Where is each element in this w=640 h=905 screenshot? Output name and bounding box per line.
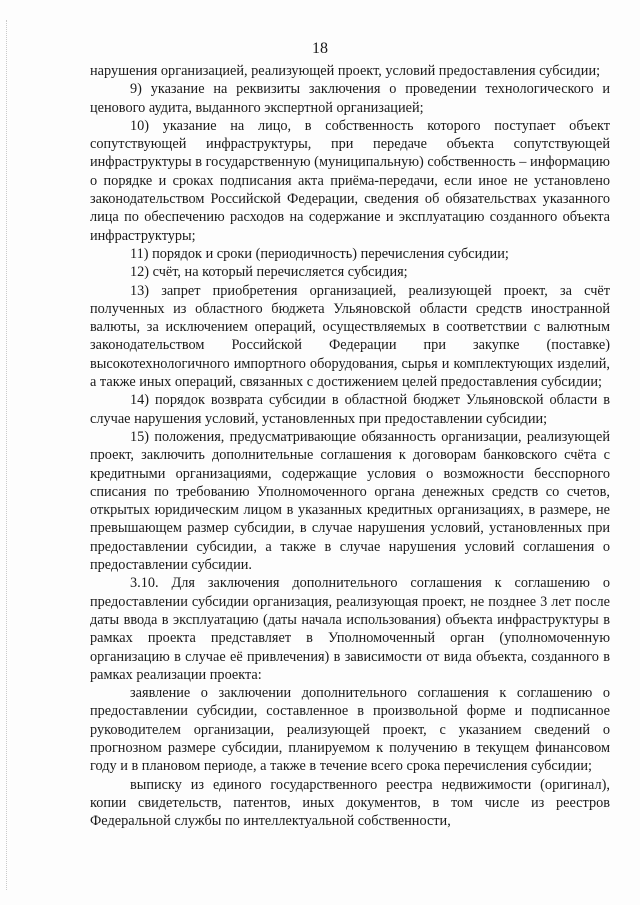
paragraph-item-11: 11) порядок и сроки (периодичность) перечисления субсидии; [130, 245, 509, 262]
paragraph-section-3-10: 3.10. Для заключения дополнительного соглашения к соглашению о предоставлении субсидии организация, реализующая проект, не позднее 3 лет после даты ввода в эксплуатацию (даты начала использования) объекта инфраструктуры в рамках проекта представляет в Уполномоченный орган (уполномоченную организацию в случае её привлечения) в зависимости от вида объекта, созданного в рамках реализации проекта: [90, 575, 610, 683]
scan-margin-dots [6, 20, 8, 890]
paragraph-item-9: 9) указание на реквизиты заключения о проведении технологического и ценового аудита, выданного экспертной организацией; [90, 81, 610, 116]
paragraph-application: заявление о заключении дополнительного соглашения к соглашению о предоставлении субсидии, составленное в произвольной форме и подписанное руководителем организации, реализующей проект, с указанием сведений о прогнозном размере субсидии, планируемом к получению в текущем финансовом году и в плановом периоде, а также в течение всего срока перечисления субсидии; [90, 685, 610, 775]
paragraph-continuation: нарушения организацией, реализующей проект, условий предоставления субсидии; [90, 63, 601, 79]
page-number: 18 [312, 40, 328, 57]
paragraph-item-10: 10) указание на лицо, в собственность которого поступает объект сопутствующей инфраструктуры, при передаче объекта сопутствующей инфраструктуры в государственную (муниципальную) собственность – информацию о порядке и сроках подписания акта приёма-передачи, если иное не установлено законодательством Российской Федерации, сведения об обязательствах указанного лица по обеспечению расходов на содержание и эксплуатацию созданного объекта инфраструктуры; [90, 117, 610, 244]
paragraph-item-12: 12) счёт, на который перечисляется субсидия; [130, 264, 408, 281]
paragraph-item-15: 15) положения, предусматривающие обязанность организации, реализующей проект, заключить дополнительные соглашения к договорам банковского счёта с кредитными организациями, содержащие условия о возможности бесспорного списания по требованию Уполномоченного органа денежных средств со счетов, открытых юридическим лицом в указанных кредитных организациях, в размере, не превышающем размер субсидии, в случае нарушения условий, установленных при предоставлении субсидии, а также в случае нарушения условий соглашения о предоставлении субсидии. [90, 428, 610, 574]
paragraph-item-14: 14) порядок возврата субсидии в областной бюджет Ульяновской области в случае нарушения условий, установленных при предоставлении субсидии; [90, 392, 610, 427]
document-body [90, 62, 610, 830]
paragraph-item-13: 13) запрет приобретения организацией, реализующей проект, за счёт полученных из областного бюджета Ульяновской области средств иностранной валюты, за исключением операций, осуществляемых в соответствии с валютным законодательством Российской Федерации при закупке (поставке) высокотехнологичного импортного оборудования, сырья и комплектующих изделий, а также иных операций, связанных с достижением целей предоставления субсидии; [90, 282, 610, 391]
paragraph-extract: выписку из единого государственного реестра недвижимости (оригинал), копии свидетельств, патентов, иных документов, в том числе из реестров Федеральной службы по интеллектуальной собственности, [90, 776, 610, 830]
